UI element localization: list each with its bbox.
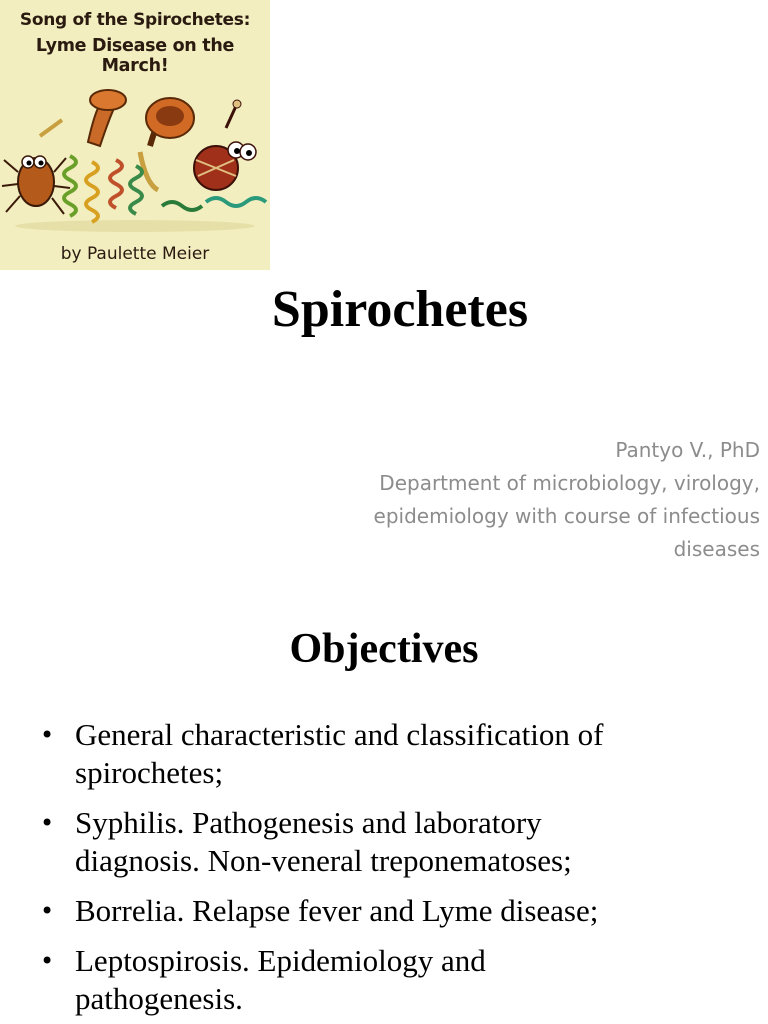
cover-title-line-2: Lyme Disease on the March! [35, 36, 235, 76]
cover-title-line-1: Song of the Spirochetes: [19, 10, 251, 30]
slide-title: Spirochetes [271, 281, 529, 338]
author-block [260, 434, 760, 566]
department-line-2: epidemiology with course of infectious [373, 504, 760, 528]
list-item-text: pathogenesis. [75, 981, 243, 1016]
department-line-3: diseases [673, 537, 760, 561]
list-item [40, 804, 760, 880]
bullet-icon: • [40, 897, 55, 925]
cover-illustration [0, 76, 270, 236]
list-item [40, 892, 760, 930]
list-item [40, 716, 760, 792]
cover-image [0, 0, 270, 270]
list-item-text: Syphilis. Pathogenesis and laboratory [75, 805, 542, 840]
list-item-text: General characteristic and classification of [75, 717, 604, 752]
bullet-icon: • [40, 721, 55, 749]
list-item [40, 942, 760, 1018]
objectives-list [40, 716, 760, 1024]
list-item-text: Borrelia. Relapse fever and Lyme disease; [75, 893, 599, 928]
author-name: Pantyo V., PhD [615, 438, 760, 462]
bullet-icon: • [40, 947, 55, 975]
tick-character-icon [2, 120, 70, 214]
list-item-text: spirochetes; [75, 755, 224, 790]
bullet-icon: • [40, 809, 55, 837]
department-line-1: Department of microbiology, virology, [379, 471, 760, 495]
cover-author: by Paulette Meier [60, 244, 210, 264]
list-item-text: Leptospirosis. Epidemiology and [75, 943, 486, 978]
drum-character-icon [194, 100, 256, 190]
list-item-text: diagnosis. Non-veneral treponematoses; [75, 843, 572, 878]
objectives-title: Objectives [289, 626, 479, 672]
